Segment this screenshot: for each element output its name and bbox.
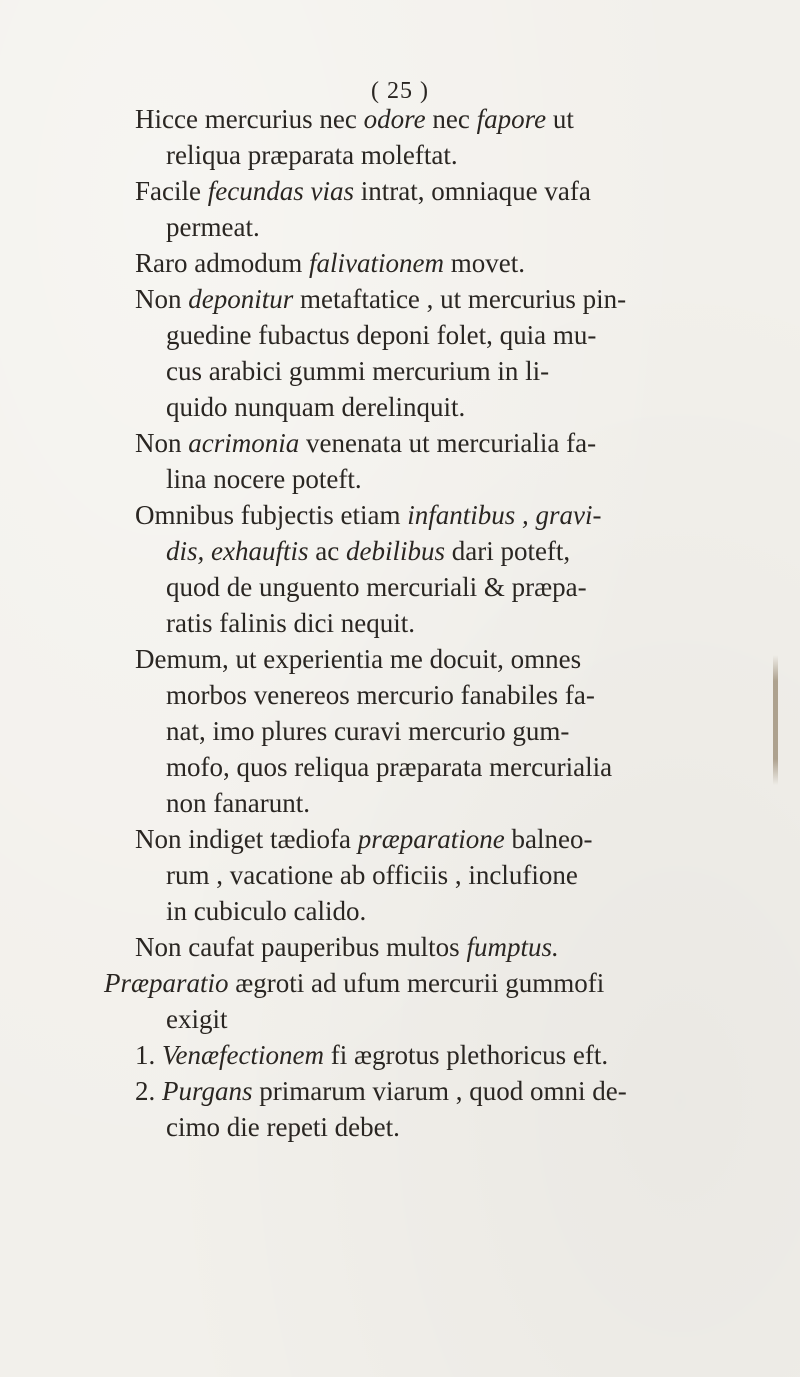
text-line xyxy=(166,211,260,243)
italic-segment: præparatione xyxy=(357,824,505,854)
text-line xyxy=(166,715,569,747)
italic-segment: acrimonia xyxy=(188,428,300,458)
text-line xyxy=(135,103,574,135)
text-segment: dari poteft, xyxy=(444,536,571,566)
text-segment: ratis falinis dici nequit. xyxy=(166,608,415,638)
text-line xyxy=(166,1003,228,1035)
italic-segment: dis, exhauftis xyxy=(166,536,309,566)
text-line xyxy=(166,607,415,639)
text-segment: nat, imo plures curavi mercurio gum- xyxy=(166,716,570,746)
text-line xyxy=(166,859,578,891)
italic-segment: fapore xyxy=(476,104,547,134)
text-segment: metaftatice , ut mercurius pin- xyxy=(293,284,627,314)
italic-segment: odore xyxy=(363,104,426,134)
italic-segment: falivationem xyxy=(308,248,444,278)
italic-segment: debilibus xyxy=(345,536,445,566)
text-line xyxy=(135,499,601,531)
text-segment: Non caufat pauperibus multos xyxy=(135,932,467,962)
text-segment: 1. xyxy=(135,1040,162,1070)
text-segment: morbos venereos mercurio fanabiles fa- xyxy=(166,680,595,710)
text-segment: Omnibus fubjectis etiam xyxy=(135,500,408,530)
text-segment: Facile xyxy=(135,176,208,206)
text-segment: permeat. xyxy=(166,212,260,242)
text-line xyxy=(135,1039,608,1071)
text-line xyxy=(166,535,570,567)
text-line xyxy=(166,463,362,495)
text-line xyxy=(166,139,458,171)
text-line xyxy=(135,175,591,207)
italic-segment: Præparatio xyxy=(104,968,229,998)
italic-segment: fumptus. xyxy=(466,932,559,962)
text-segment: guedine fubactus deponi folet, quia mu- xyxy=(166,320,597,350)
text-segment: 2. xyxy=(135,1076,162,1106)
text-segment: non fanarunt. xyxy=(166,788,310,818)
text-line xyxy=(166,787,310,819)
text-line xyxy=(135,1075,627,1107)
text-line xyxy=(166,679,595,711)
text-segment: rum , vacatione ab officiis , inclufione xyxy=(166,860,578,890)
text-line xyxy=(135,247,525,279)
text-segment: fi ægrotus plethoricus eft. xyxy=(323,1040,609,1070)
text-segment: Non indiget tædiofa xyxy=(135,824,358,854)
text-line xyxy=(166,571,587,603)
italic-segment: infantibus , gravi- xyxy=(407,500,602,530)
text-line xyxy=(166,751,612,783)
text-segment: cimo die repeti debet. xyxy=(166,1112,400,1142)
text-segment: nec xyxy=(425,104,477,134)
text-segment: ac xyxy=(308,536,346,566)
text-segment: primarum viarum , quod omni de- xyxy=(252,1076,627,1106)
text-segment: balneo- xyxy=(504,824,593,854)
page-number: ( 25 ) xyxy=(371,78,429,104)
italic-segment: Purgans xyxy=(162,1076,253,1106)
text-segment: Demum, ut experientia me docuit, omnes xyxy=(135,644,582,674)
text-line xyxy=(166,319,596,351)
text-segment: ut xyxy=(546,104,574,134)
text-line xyxy=(135,427,596,459)
text-segment: lina nocere poteft. xyxy=(166,464,362,494)
text-line xyxy=(166,391,465,423)
text-segment: Raro admodum xyxy=(135,248,309,278)
text-line xyxy=(104,967,604,999)
text-segment: in cubiculo calido. xyxy=(166,896,367,926)
text-segment: Hicce mercurius nec xyxy=(135,104,364,134)
text-segment: mofo, quos reliqua præparata mercurialia xyxy=(166,752,613,782)
italic-segment: fecundas vias xyxy=(207,176,354,206)
text-segment: exigit xyxy=(166,1004,228,1034)
text-line xyxy=(166,895,366,927)
text-segment: ægroti ad ufum mercurii gummofi xyxy=(228,968,605,998)
text-line xyxy=(166,355,549,387)
text-line xyxy=(135,931,559,963)
text-segment: Non xyxy=(135,428,189,458)
text-line xyxy=(135,643,581,675)
page-edge-stain xyxy=(773,655,778,785)
text-segment: reliqua præparata moleftat. xyxy=(166,140,458,170)
text-line xyxy=(135,823,592,855)
text-segment: movet. xyxy=(443,248,525,278)
text-segment: intrat, omniaque vafa xyxy=(353,176,591,206)
text-segment: venenata ut mercurialia fa- xyxy=(299,428,597,458)
text-line xyxy=(166,1111,400,1143)
text-segment: quod de unguento mercuriali & præpa- xyxy=(166,572,587,602)
italic-segment: deponitur xyxy=(188,284,294,314)
italic-segment: Venæfectionem xyxy=(162,1040,324,1070)
text-segment: cus arabici gummi mercurium in li- xyxy=(166,356,550,386)
text-segment: Non xyxy=(135,284,189,314)
text-line xyxy=(135,283,626,315)
text-segment: quido nunquam derelinquit. xyxy=(166,392,466,422)
